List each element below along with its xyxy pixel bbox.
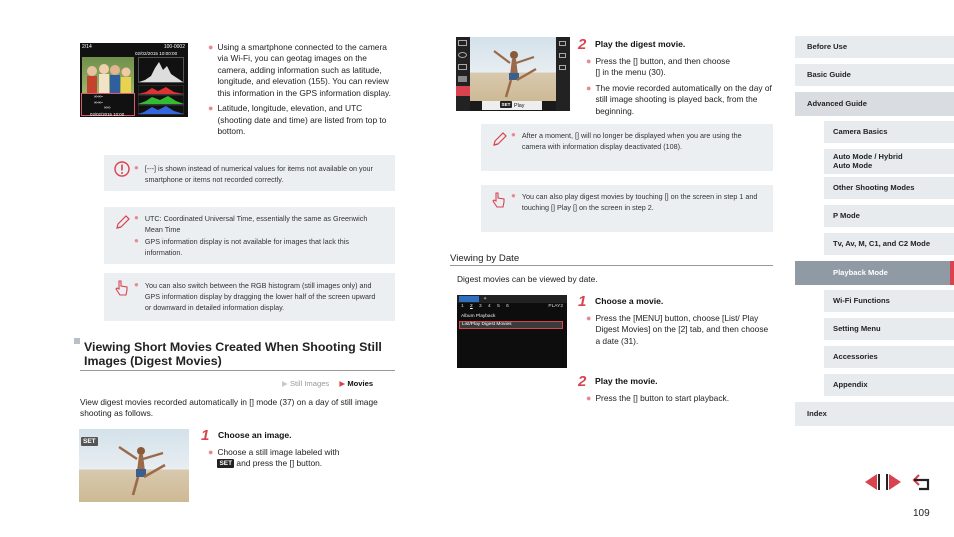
menu-icon-column — [456, 37, 470, 111]
step-title: Choose an image. — [218, 430, 292, 440]
step-number: 1 — [578, 293, 587, 310]
step-title: Play the movie. — [595, 376, 658, 386]
nav-playback-mode[interactable]: Playback Mode — [795, 261, 954, 285]
memo-note — [104, 207, 395, 264]
nav-appendix[interactable]: Appendix — [824, 374, 954, 396]
playback-menu-screen — [457, 295, 567, 368]
tip-note — [104, 273, 395, 321]
page-number: 109 — [913, 508, 930, 519]
menu-tab-row — [457, 295, 567, 303]
crumb-still-images: Still Images — [289, 379, 330, 388]
nav-accessories[interactable]: Accessories — [824, 346, 954, 368]
nav-p-mode[interactable]: P Mode — [824, 205, 954, 227]
beach-preview — [470, 37, 556, 101]
tip-note-right — [481, 185, 773, 232]
hand-pointer-icon — [491, 191, 507, 212]
nav-before-use[interactable]: Before Use — [795, 36, 954, 58]
memo-note-right — [481, 124, 773, 171]
previous-page-icon[interactable] — [861, 472, 881, 495]
warning-note — [104, 155, 395, 191]
family-photo-thumbnail — [82, 57, 134, 93]
nav-basic-guide[interactable]: Basic Guide — [795, 64, 954, 86]
latitude-value: ºº'ºº" — [94, 95, 103, 100]
page-navigation — [861, 472, 933, 492]
nav-tv-av-m-mode[interactable]: Tv, Av, M, C1, and C2 Mode — [824, 233, 954, 255]
menu-play-label: PLAY2 — [548, 304, 563, 309]
play-tab-icon[interactable] — [459, 296, 479, 302]
step-instructions — [586, 313, 772, 351]
utc-value: 02/02/2015 10:00 — [90, 112, 125, 117]
list-item: ● Using a smartphone connected to the camera via Wi-Fi, you can geotag images on the camera, adding information such as latitude, longitude, and elevation (155). You can review this information in the GPS information display. — [208, 42, 391, 98]
return-icon[interactable] — [911, 472, 933, 495]
nav-camera-basics[interactable]: Camera Basics — [824, 121, 954, 143]
luminance-histogram — [138, 57, 184, 83]
file-number: 100-0002 — [163, 44, 185, 50]
shooting-date: 02/02/2015 10:00:00 — [135, 51, 178, 56]
list-item: ● The movie recorded automatically on the day of still image shooting is played back, from the beginning. — [586, 82, 772, 116]
section-marker — [74, 338, 80, 344]
list-item: ● After a moment, [] will no longer be displayed when you are using the camera with information display deactivated (108). — [511, 130, 742, 152]
subsection-intro: Digest movies can be viewed by date. — [457, 274, 598, 284]
pencil-icon — [491, 130, 509, 151]
hand-pointer-icon — [114, 279, 130, 300]
image-counter: 2/14 — [82, 44, 92, 50]
nav-wifi-functions[interactable]: Wi-Fi Functions — [824, 290, 954, 312]
play-label: Play — [513, 103, 525, 109]
list-item: ● Press the [MENU] button, choose [List/ Play Digest Movies] on the [2] tab, and then choose a date (31). — [586, 313, 769, 346]
pencil-icon — [114, 213, 132, 234]
step-instructions — [586, 393, 772, 408]
section-intro: View digest movies recorded automatically in [] mode (37) on a day of still image shooting as follows. — [80, 397, 378, 419]
step-title: Choose a movie. — [595, 296, 664, 306]
breadcrumb: ▶ Still Images ▶ Movies — [282, 379, 374, 388]
digest-label-badge: SET — [83, 438, 96, 445]
longitude-value: ºº'ºº" — [94, 100, 103, 106]
digest-playback-screen — [456, 37, 570, 111]
menu-item-list-play-digest[interactable]: List/Play Digest Movies — [459, 321, 563, 329]
subsection-rule — [450, 265, 773, 266]
beach-still-image — [79, 429, 189, 502]
gps-info-box — [81, 93, 135, 116]
step-instructions — [586, 56, 774, 121]
nav-advanced-guide[interactable]: Advanced Guide — [795, 92, 954, 116]
crumb-movies: Movies — [347, 379, 374, 388]
list-item: ● UTC: Coordinated Universal Time, essentially the same as Greenwich Mean Time — [134, 213, 368, 235]
step-title: Play the digest movie. — [595, 39, 686, 49]
gps-display-screenshot — [80, 43, 188, 117]
section-rule — [80, 370, 395, 371]
exclamation-icon — [114, 161, 130, 180]
list-item: ● [---] is shown instead of numerical values for items not available on your smartphone or items not recorded correctly. — [134, 163, 373, 185]
nav-other-shooting-modes[interactable]: Other Shooting Modes — [824, 177, 954, 199]
nav-setting-menu[interactable]: Setting Menu — [824, 318, 954, 340]
list-item: ● Latitude, longitude, elevation, and UTC (shooting date and time) are listed from top to bottom. — [208, 103, 387, 136]
list-item: ● Press the [] button to start playback. — [586, 393, 730, 403]
section-title: Viewing Short Movies Created When Shooting Still Images (Digest Movies) — [84, 340, 382, 369]
list-item: ● You can also switch between the RGB histogram (still images only) and GPS information display by dragging the lower half of the screen upward or downward in detailed information display. — [134, 280, 376, 313]
menu-item-album-playback[interactable]: Album Playback — [461, 314, 496, 319]
nav-index[interactable]: Index — [795, 402, 954, 426]
list-item: ● GPS information display is not available for images that lack this information. — [134, 236, 349, 258]
list-item: ● You can also play digest movies by touching [] on the screen in step 1 and touching [] Play [] on the screen in step 2. — [511, 191, 758, 213]
step-instructions — [208, 447, 388, 474]
list-item: ● Press the [] button, and then choose [] in the menu (30). — [586, 56, 730, 78]
step-number: 2 — [578, 36, 587, 53]
nav-auto-mode[interactable]: Auto Mode / Hybrid Auto Mode — [824, 149, 954, 174]
next-page-icon[interactable] — [885, 472, 905, 495]
wrench-tab-icon[interactable]: ✦ — [483, 296, 488, 302]
step-number: 1 — [201, 427, 210, 444]
active-indicator — [950, 261, 954, 285]
list-item: ● Choose a still image labeled with SET and press the [] button. — [208, 447, 340, 469]
menu-number-row: 1 2 3 4 5 6 — [461, 304, 509, 309]
step-number: 2 — [578, 373, 587, 390]
gps-description — [208, 42, 398, 141]
set-chip: SET — [219, 460, 233, 468]
play-digest-bar[interactable] — [482, 101, 542, 110]
subsection-heading: Viewing by Date — [450, 253, 520, 264]
elevation-value: ºººº — [104, 106, 111, 112]
set-chip: SET — [501, 102, 511, 107]
rgb-histogram — [138, 85, 184, 115]
right-icon-column — [556, 37, 570, 111]
